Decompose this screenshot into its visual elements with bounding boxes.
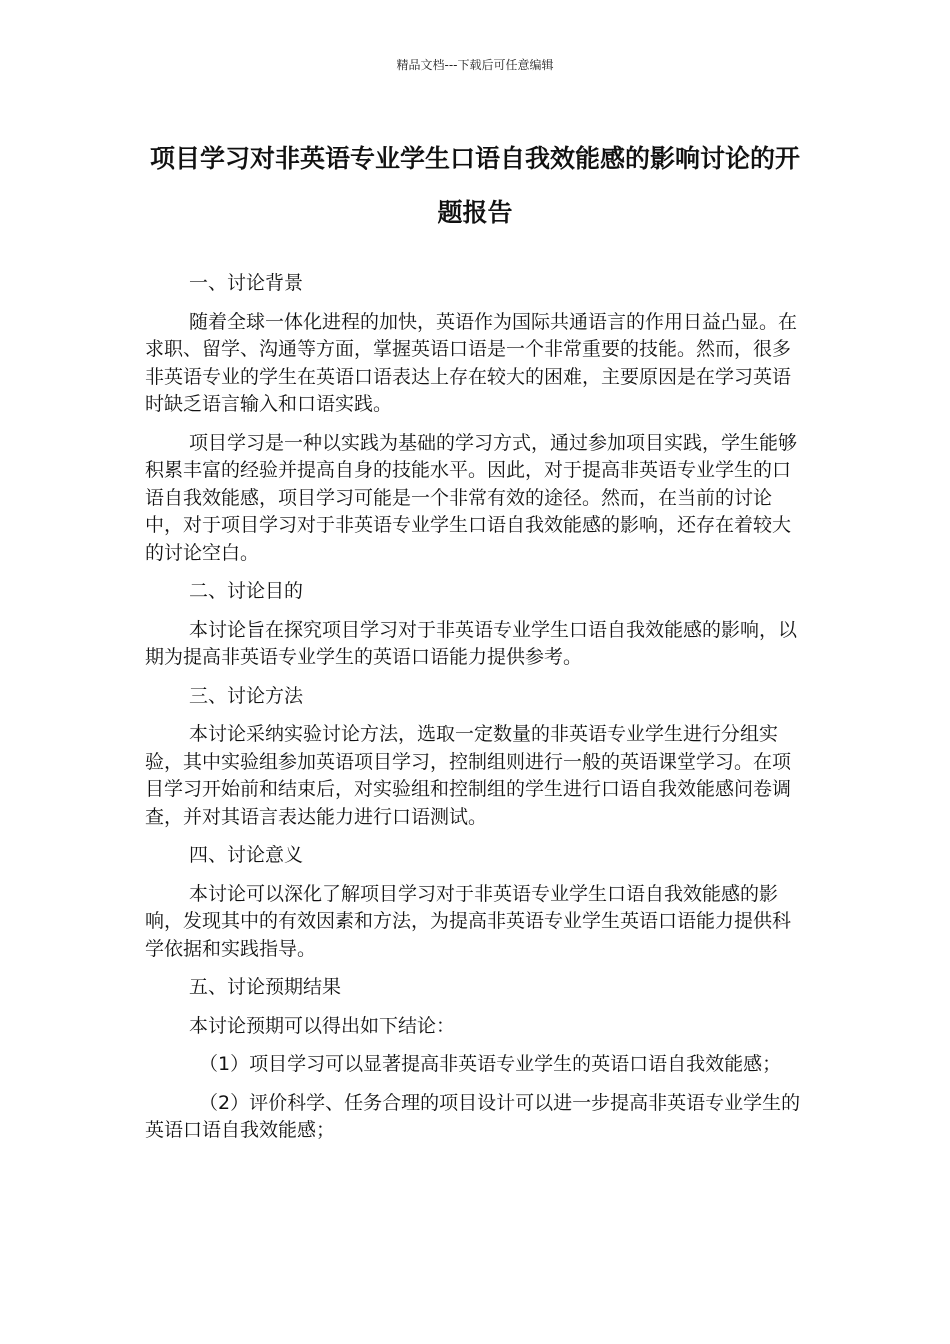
section-heading-purpose: 二、讨论目的 [189,580,304,602]
section-heading-method: 三、讨论方法 [189,684,304,707]
paragraph: 本讨论旨在探究项目学习对于非英语专业学生口语自我效能感的影响，以期为提高非英语专业学生的英语口语能力提供参考。 [145,618,798,668]
section-heading-significance: 四、讨论意义 [189,844,304,866]
list-item: （2）评价科学、任务合理的项目设计可以进一步提高非英语专业学生的英语口语自我效能感； [145,1091,801,1141]
paragraph: 本讨论可以深化了解项目学习对于非英语专业学生口语自我效能感的影响，发现其中的有效因素和方法，为提高非英语专业学生英语口语能力提供科学依据和实践指导。 [145,882,792,960]
section-heading-background: 一、讨论背景 [189,272,304,294]
section-heading-expected-results: 五、讨论预期结果 [189,976,342,998]
paragraph: 本讨论采纳实验讨论方法，选取一定数量的非英语专业学生进行分组实验，其中实验组参加英语项目学习，控制组则进行一般的英语课堂学习。在项目学习开始前和结束后，对实验组和控制组的学生进行口语自我效能感问卷调查，并对其语言表达能力进行口语测试。 [145,723,792,828]
paragraph: 本讨论预期可以得出如下结论： [189,1014,456,1037]
page-header: 精品文档---下载后可任意编辑 [396,58,554,72]
list-item: （1）项目学习可以显著提高非英语专业学生的英语口语自我效能感； [199,1053,782,1075]
document-body [145,270,809,1156]
paragraph: 项目学习是一种以实践为基础的学习方式，通过参加项目实践，学生能够积累丰富的经验并提高自身的技能水平。因此，对于提高非英语专业学生的口语自我效能感，项目学习可能是一个非常有效的途径。然而，在当前的讨论中，对于项目学习对于非英语专业学生口语自我效能感的影响，还存在着较大的讨论空白。 [145,431,798,564]
paragraph: 随着全球一体化进程的加快，英语作为国际共通语言的作用日益凸显。在求职、留学、沟通等方面，掌握英语口语是一个非常重要的技能。然而，很多非英语专业的学生在英语口语表达上存在较大的困难，主要原因是在学习英语时缺乏语言输入和口语实践。 [145,310,798,415]
document-title: 项目学习对非英语专业学生口语自我效能感的影响讨论的开题报告 [149,144,800,227]
